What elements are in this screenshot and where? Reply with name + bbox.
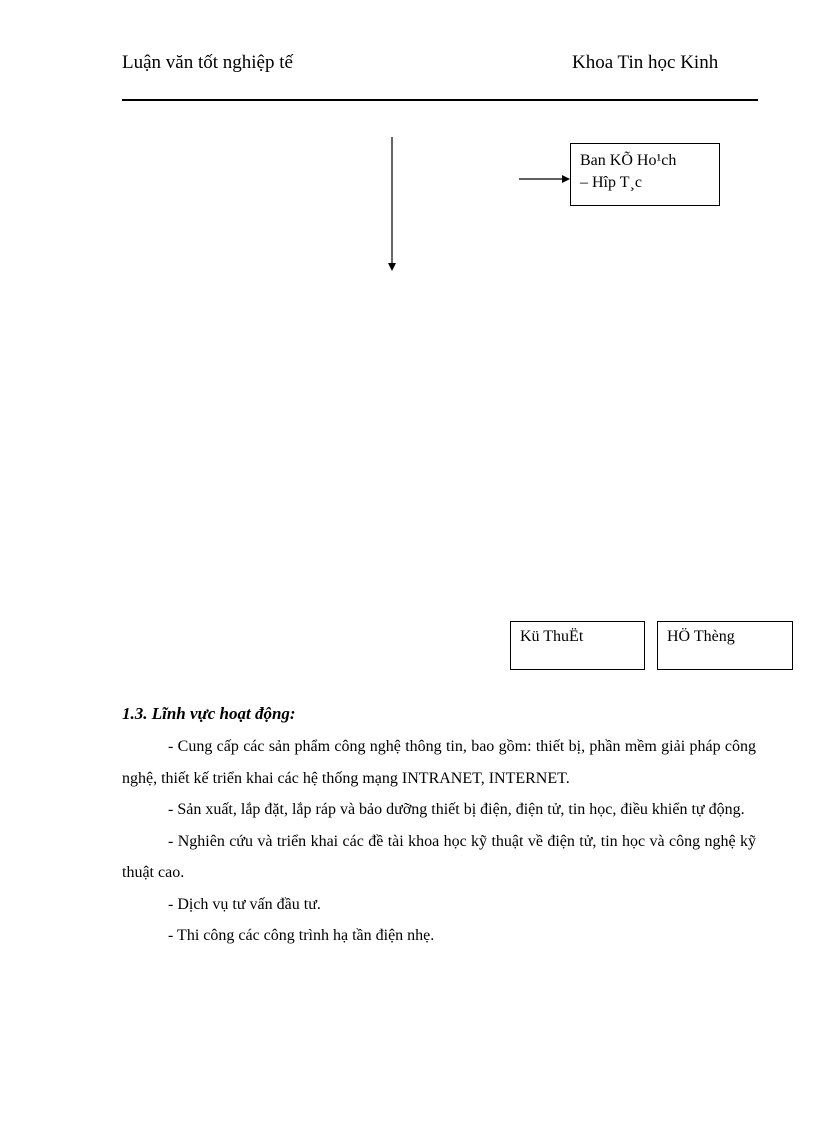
org-box-planning-cooperation	[570, 143, 720, 206]
org-box-planning-line-1: Ban KÕ Ho¹ch	[580, 152, 677, 169]
activity-paragraph: - Nghiên cứu và triển khai các đề tài khoa học kỹ thuật về điện tử, tin học và công nghệ kỹ thuật cao.	[122, 832, 756, 881]
activity-paragraph: - Sản xuất, lắp đặt, lắp ráp và bảo dưỡng thiết bị điện, điện tử, tin học, điều khiển tự động.	[168, 801, 745, 818]
org-box-technical: Kü ThuËt	[510, 621, 645, 670]
activity-paragraph: - Cung cấp các sản phẩm công nghệ thông tin, bao gồm: thiết bị, phần mềm giải pháp công nghệ, thiết kế triển khai các hệ thống mạng INTRANET, INTERNET.	[122, 738, 756, 787]
activity-paragraph: - Thi công các công trình hạ tần điện nhẹ.	[168, 927, 435, 944]
section-title: 1.3. Lĩnh vực hoạt động:	[122, 704, 296, 723]
org-box-planning-line-2: – Hîp T¸c	[580, 174, 642, 191]
activity-paragraph: - Dịch vụ tư vấn đầu tư.	[168, 895, 321, 913]
header-left-title: Luận văn tốt nghiệp tế	[122, 52, 293, 73]
org-box-system: HÖ Thèng	[657, 621, 793, 670]
header-right-title: Khoa Tin học Kinh	[572, 52, 719, 73]
section-body	[122, 731, 756, 952]
